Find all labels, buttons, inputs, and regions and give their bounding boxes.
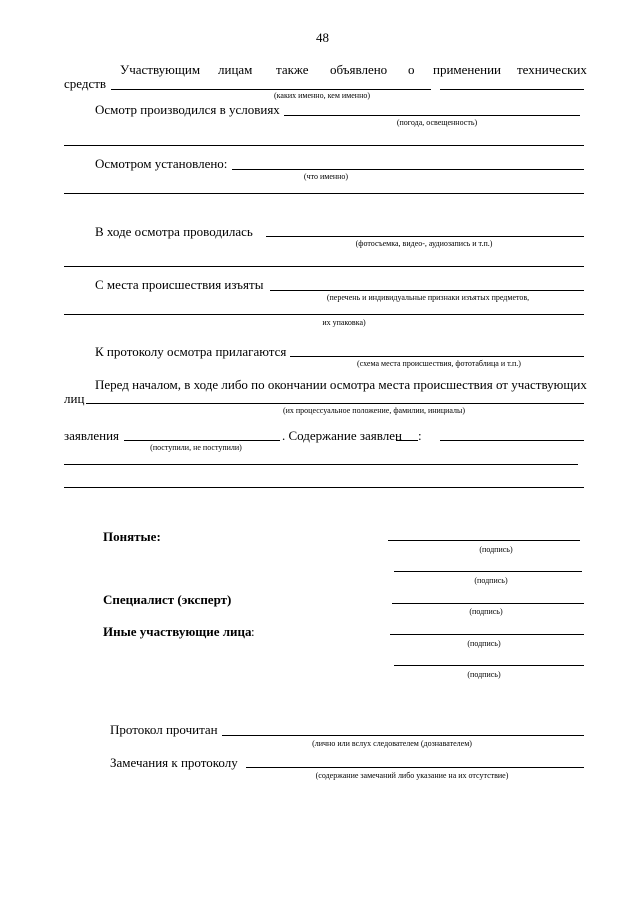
recording-label: В ходе осмотра проводилась — [95, 224, 253, 239]
established-blank[interactable] — [232, 169, 584, 170]
statements-colon: : — [418, 428, 422, 443]
text-word: технических — [517, 62, 587, 77]
text-word: о — [408, 62, 415, 77]
means-hint: (каких именно, кем именно) — [273, 91, 371, 100]
conditions-blank-2[interactable] — [64, 145, 584, 146]
statements-persons-hint: (их процессуальное положение, фамилии, инициалы) — [282, 406, 466, 415]
witnesses-label: Понятые: — [103, 529, 161, 544]
statements-content-blank[interactable] — [440, 440, 584, 441]
means-label: средств — [64, 76, 107, 91]
statements-persons-blank[interactable] — [86, 403, 584, 404]
protocol-read-blank[interactable] — [222, 735, 584, 736]
statements-label: заявления — [64, 428, 120, 443]
witness-signature-2[interactable] — [394, 571, 582, 572]
text-word: применении — [433, 62, 502, 77]
seized-blank-2[interactable] — [64, 314, 584, 315]
attached-label: К протоколу осмотра прилагаются — [95, 344, 287, 359]
others-signature-2[interactable] — [394, 665, 584, 666]
signature-hint: (подпись) — [467, 639, 501, 648]
recording-blank-2[interactable] — [64, 266, 584, 267]
seized-hint: (перечень и индивидуальные признаки изъятых предметов, — [326, 293, 530, 302]
text-word: также — [276, 62, 309, 77]
statements-content-label: . Содержание заявлен — [282, 428, 402, 443]
others-signature-1[interactable] — [390, 634, 584, 635]
attached-blank[interactable] — [290, 356, 584, 357]
established-blank-2[interactable] — [64, 193, 584, 194]
protocol-read-hint: (лично или вслух следователем (дознавателем) — [312, 739, 472, 748]
text-word: объявлено — [330, 62, 388, 77]
seized-blank[interactable] — [270, 290, 584, 291]
signature-hint: (подпись) — [467, 670, 501, 679]
means-blank-2[interactable] — [440, 89, 584, 90]
protocol-read-label: Протокол прочитан — [110, 722, 218, 737]
protocol-remarks-label: Замечания к протоколу — [110, 755, 238, 770]
seized-hint-2: их упаковка) — [322, 318, 366, 327]
seized-label: С места происшествия изъяты — [95, 277, 264, 292]
statements-blank[interactable] — [124, 440, 280, 441]
conditions-label: Осмотр производился в условиях — [95, 102, 280, 117]
statements-blank-2[interactable] — [64, 464, 578, 465]
established-label: Осмотром установлено: — [95, 156, 228, 171]
text-word: Участвующим — [120, 62, 201, 77]
protocol-remarks-hint: (содержание замечаний либо указание на их отсутствие) — [315, 771, 509, 780]
others-colon: : — [251, 624, 255, 639]
others-label: Иные участвующие лица — [103, 624, 252, 639]
statements-blank-3[interactable] — [64, 487, 584, 488]
protocol-remarks-blank[interactable] — [246, 767, 584, 768]
signature-hint: (подпись) — [474, 576, 508, 585]
signature-hint: (подпись) — [469, 607, 503, 616]
statements-ending-blank[interactable] — [396, 440, 418, 441]
specialist-label: Специалист (эксперт) — [103, 592, 232, 607]
statements-persons-label: лиц — [64, 391, 85, 406]
attached-hint: (схема места происшествия, фототаблица и т.п.) — [357, 359, 521, 368]
conditions-hint: (погода, освещенность) — [396, 118, 478, 127]
signature-hint: (подпись) — [479, 545, 513, 554]
statements-intro: Перед началом, в ходе либо по окончании осмотра места происшествия от участвующих — [95, 377, 587, 392]
established-hint: (что именно) — [303, 172, 349, 181]
statements-hint: (поступили, не поступили) — [150, 443, 242, 452]
recording-blank[interactable] — [266, 236, 584, 237]
text-word: лицам — [218, 62, 253, 77]
conditions-blank[interactable] — [284, 115, 580, 116]
witness-signature-1[interactable] — [388, 540, 580, 541]
means-blank[interactable] — [111, 89, 431, 90]
page-number: 48 — [316, 30, 329, 45]
recording-hint: (фотосъемка, видео-, аудиозапись и т.п.) — [355, 239, 493, 248]
specialist-signature[interactable] — [392, 603, 584, 604]
